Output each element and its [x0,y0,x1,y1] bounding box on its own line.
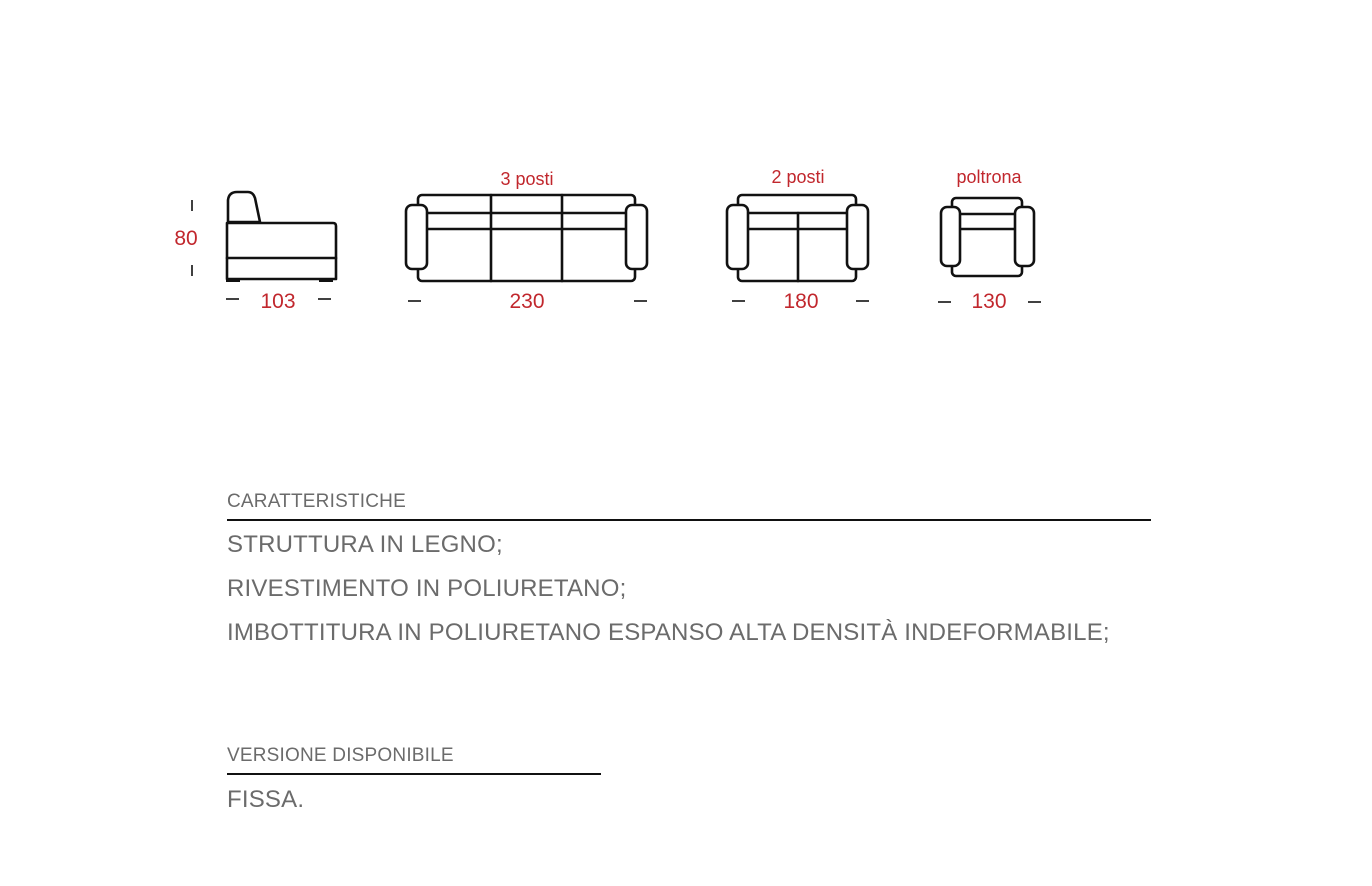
armchair-label: poltrona [956,167,1022,187]
sofa-3-seater-label: 3 posti [500,169,554,189]
side-view-drawing [174,192,336,313]
height-dimension-label: 80 [174,227,198,250]
sofa-3-seater-drawing [406,169,647,313]
feature-item-upholstery: RIVESTIMENTO IN POLIURETANO; [227,575,627,602]
features-divider [227,519,1151,521]
armchair-drawing [938,167,1041,313]
feature-item-structure: STRUTTURA IN LEGNO; [227,531,503,558]
features-heading: CARATTERISTICHE [227,491,406,512]
version-heading: VERSIONE DISPONIBILE [227,745,454,766]
feature-item-padding: IMBOTTITURA IN POLIURETANO ESPANSO ALTA DENSITÀ INDEFORMABILE; [227,619,1110,646]
version-value: FISSA. [227,786,305,813]
version-divider [227,773,601,775]
sofa-3-seater-width-label: 230 [509,290,545,313]
side-width-label: 103 [260,290,296,313]
sofa-2-seater-width-label: 180 [783,290,819,313]
armchair-width-label: 130 [971,290,1007,313]
sofa-2-seater-label: 2 posti [771,167,825,187]
sofa-2-seater-drawing [727,167,869,313]
